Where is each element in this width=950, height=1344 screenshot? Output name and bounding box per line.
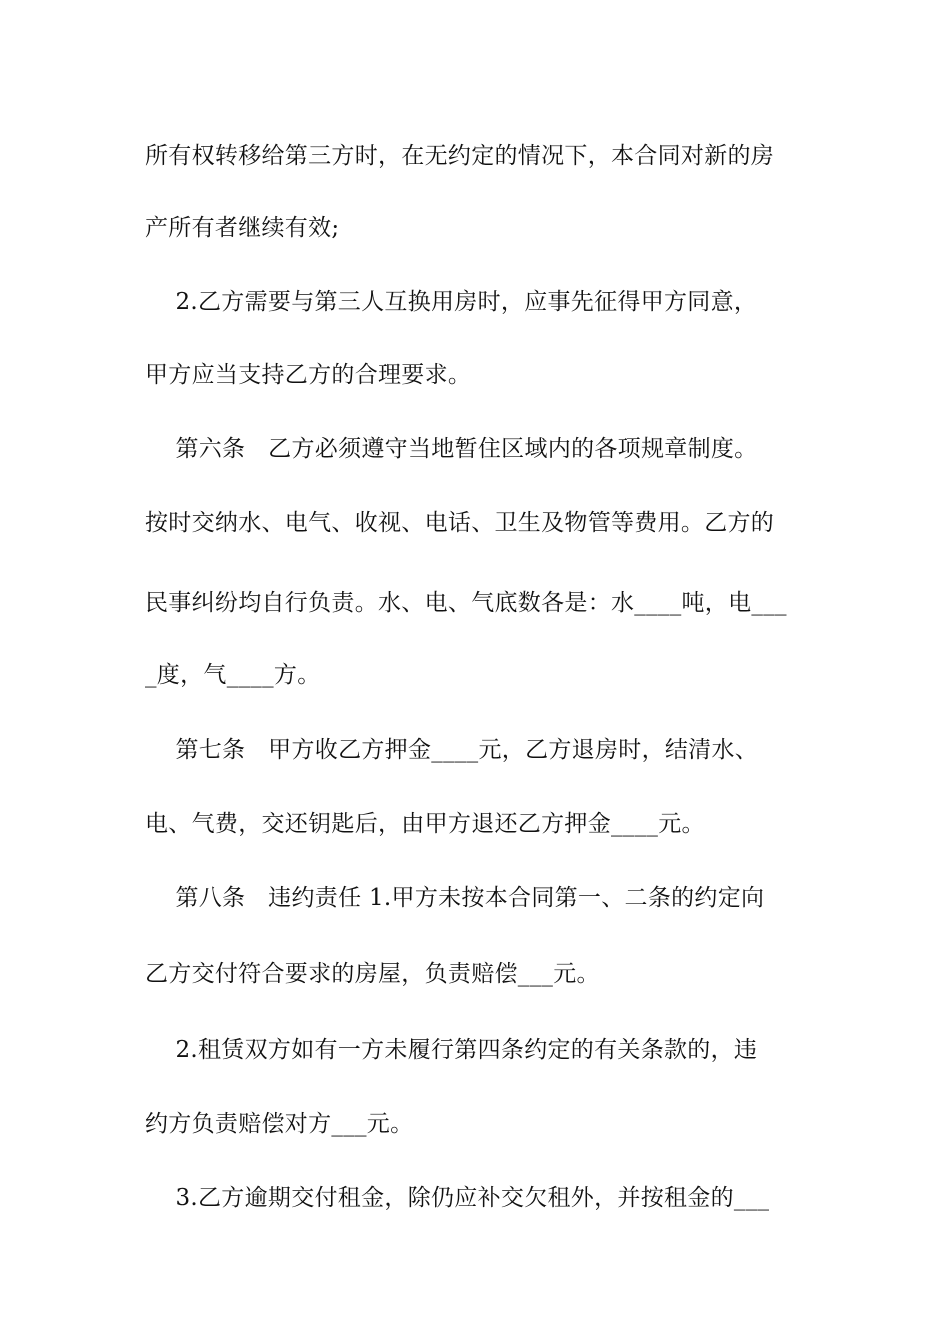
text-line: 第六条 乙方必须遵守当地暂住区域内的各项规章制度。	[145, 436, 758, 462]
text-line: 2.乙方需要与第三人互换用房时，应事先征得甲方同意，	[145, 289, 758, 315]
text-line: 第八条 违约责任 1.甲方未按本合同第一、二条的约定向	[145, 885, 765, 911]
text-line: 约方负责赔偿对方___元。	[145, 1111, 414, 1137]
text-line: 甲方应当支持乙方的合理要求。	[145, 362, 472, 388]
text-line: 民事纠纷均自行负责。水、电、气底数各是：水____吨，电___	[145, 590, 787, 616]
text-line: 电、气费，交还钥匙后，由甲方退还乙方押金____元。	[145, 811, 705, 837]
text-line: 按时交纳水、电气、收视、电话、卫生及物管等费用。乙方的	[145, 510, 775, 536]
text-line: _度，气____方。	[145, 662, 321, 688]
text-line: 所有权转移给第三方时，在无约定的情况下，本合同对新的房	[145, 143, 775, 169]
text-line: 第七条 甲方收乙方押金____元，乙方退房时，结清水、	[145, 737, 759, 763]
text-line: 3.乙方逾期交付租金，除仍应补交欠租外，并按租金的___	[145, 1185, 770, 1211]
text-line: 2.租赁双方如有一方未履行第四条约定的有关条款的，违	[145, 1037, 758, 1063]
text-line: 乙方交付符合要求的房屋，负责赔偿___元。	[145, 961, 600, 987]
text-line: 产所有者继续有效;	[145, 215, 340, 241]
